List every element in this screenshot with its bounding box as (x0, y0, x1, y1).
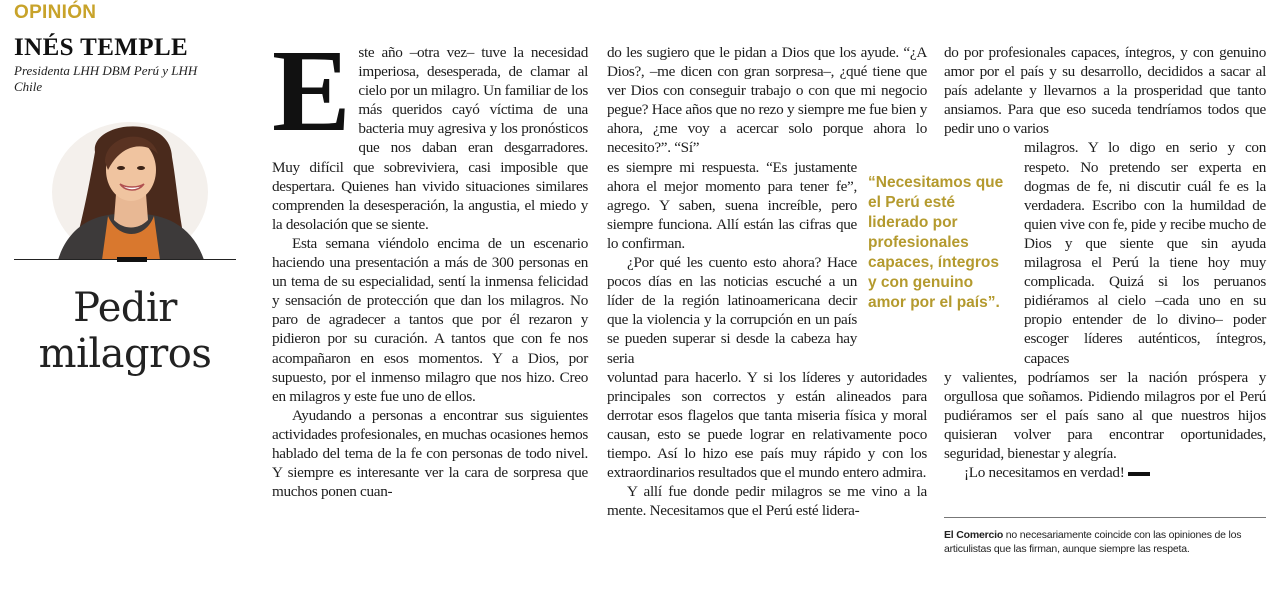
disclaimer-text: no necesariamente coincide con las opiniones de los articulistas que las firman, aunque siempre las respeta. (944, 529, 1242, 555)
article-paragraph: y valientes, podríamos ser la nación próspera y orgullosa que soñamos. Pidiendo milagros por el Perú pudiéramos ser el país sano al que nuestros hijos quisieran volver para encontrar oportunidades, seguridad, bienestar y alegría. (944, 368, 1266, 462)
section-label: OPINIÓN (14, 2, 97, 23)
paragraph-text: ste año –otra vez– tuve la necesidad imperiosa, desesperada, de clamar al cielo por un milagro. Un familiar de los más queridos cayó víctima de una bacteria muy agresiva y los pronósticos que nos daban eran desgarradores. Muy difícil que sobreviviera, casi imposible que despertara. Quienes han vivido situaciones similares comprenden la desesperación, la angustia, el miedo y la desolación que se siente. (272, 44, 588, 233)
headline (14, 285, 236, 377)
article-paragraph: voluntad para hacerlo. Y si los líderes y autoridades principales son correctos y están alineados para derrotar esos flagelos que tanta miseria física y moral causan, esto se puede lograr en relativamente poco tiempo. Así lo hizo ese país muy rápido y con los extraordinarios resultados que el mundo entero admira. (607, 368, 927, 482)
disclaimer (944, 528, 1268, 556)
article-paragraph: Esta semana viéndolo encima de un escenario haciendo una presentación a más de 300 personas en un tema de su especialidad, sentí la inmensa felicidad y sensación de protección que dan los milagros. No paro de agradecer a tantos que por él rezaron y pidieron por su curación. A tantos que con fe nos acompañaron en esos momentos. Y a Dios, por supuesto, por el inmenso milagro que nos hizo. Creo en milagros y este fue uno de ellos. (272, 234, 588, 405)
article-paragraph: do les sugiero que le pidan a Dios que los ayude. “¿A Dios?, –me dicen con gran sorpresa–, ¿qué tiene que ver Dios con conseguir trabajo o con que mi negocio pegue? Hace años que no rezo y siempre me fue bien y ahora, ¿me voy a acercar solo porque ahora lo necesito?”. “Sí” (607, 44, 927, 157)
article-paragraph (272, 25, 588, 234)
article-paragraph: es siempre mi respuesta. “Es justamente ahora el mejor momento para tener fe”, agrego. Y saben, suena increíble, pero siempre funciona. Allí están las cifras que lo confirman. (607, 158, 857, 252)
headline-line-2: milagros (38, 331, 212, 377)
author-name: INÉS TEMPLE (14, 34, 189, 61)
article-wrap-around-quote (607, 158, 857, 368)
pull-quote: “Necesitamos que el Perú esté liderado por profesionales capaces, íntegros y con genuino amor por el país”. (868, 174, 1004, 311)
headline-line-1: Pedir (73, 285, 177, 331)
footer-divider (944, 517, 1266, 518)
article-paragraph: do por profesionales capaces, íntegros, y con genuino amor por el país y su desarrollo, decididos a sacar al país adelante y llevarnos a la prosperidad que tanto ansiamos. Para que eso suceda tendríamos todos que pedir uno o varios (944, 44, 1266, 138)
author-photo (50, 112, 210, 260)
article-column-3 (944, 43, 1266, 482)
author-role: Presidenta LHH DBM Perú y LHH Chile (14, 63, 198, 94)
article-paragraph: ¿Por qué les cuento esto ahora? Hace pocos días en las noticias escuché a un líder de la región latinoamericana decir que la violencia y la corrupción en un país se pueden superar si desde la cabeza hay seria (607, 254, 857, 367)
end-of-article-mark (1128, 472, 1150, 476)
article-paragraph: milagros. Y lo digo en serio y con respeto. No pretendo ser experta en dogmas de fe, ni discutir cuál fe es la verdadera. Escribo con la humildad de quien vive con fe, pide y recibe mucho de Dios y que siente que sin ayuda milagrosa el Perú la tiene hoy muy complicada. Quizá si los peruanos pidiéramos al cielo –cada uno en su propio entender de lo divino– poder escoger líderes auténticos, íntegros, capaces (1024, 139, 1266, 367)
drop-cap: E (272, 25, 351, 156)
article-paragraph: Ayudando a personas a encontrar sus siguientes actividades profesionales, en muchas ocasiones hemos hablado del tema de la fe con personas de todo nivel. Y siempre es interesante ver la cara de sorpresa que muchos ponen cuan- (272, 406, 588, 501)
article-column-1 (272, 25, 588, 501)
closing-text: ¡Lo necesitamos en verdad! (964, 464, 1125, 482)
disclaimer-brand: El Comercio (944, 529, 1004, 541)
article-wrap-around-quote (944, 138, 1266, 367)
sidebar-divider-mark (117, 257, 147, 262)
closing-paragraph (944, 463, 1266, 482)
article-paragraph: Y allí fue donde pedir milagros se me vino a la mente. Necesitamos que el Perú esté lidera- (607, 483, 927, 520)
